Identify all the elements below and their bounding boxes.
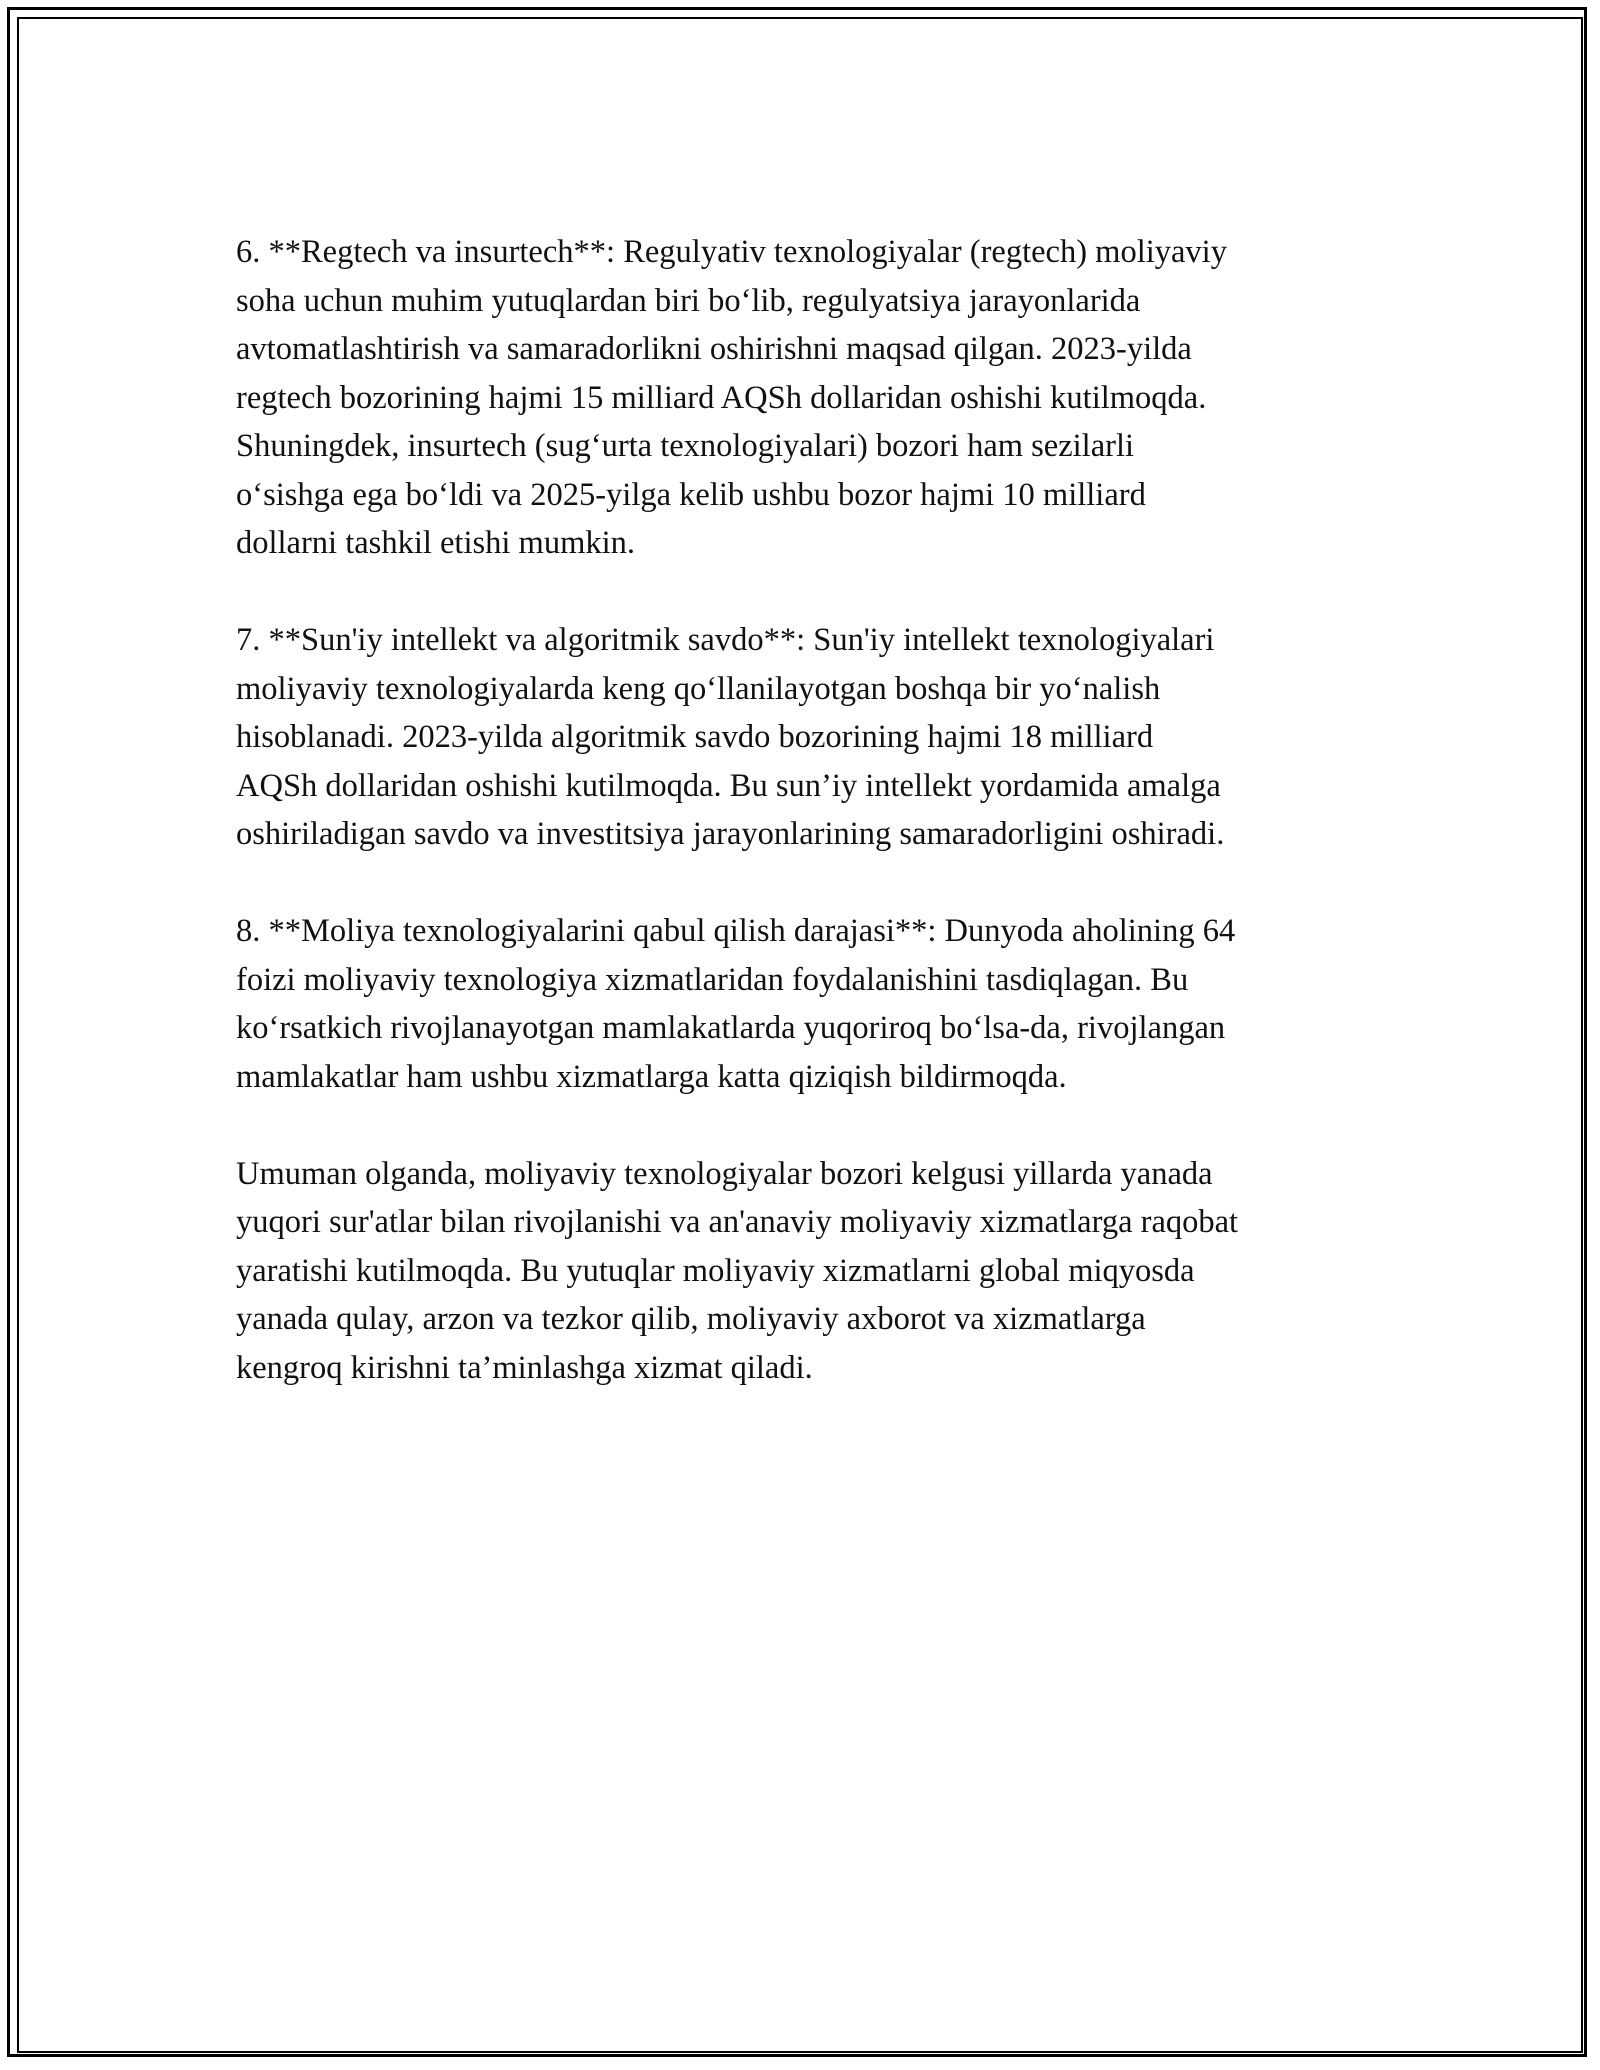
text-line: 8. **Moliya texnologiyalarini qabul qilish darajasi**: Dunyoda aholining 64 <box>236 913 1236 949</box>
paragraph-ai-algorithmic-trading <box>236 616 1376 859</box>
text-line: Umuman olganda, moliyaviy texnologiyalar bozori kelgusi yillarda yanada <box>236 1155 1213 1192</box>
text-line: yaratishi kutilmoqda. Bu yutuqlar moliyaviy xizmatlarni global miqyosda <box>236 1252 1195 1289</box>
text-line: AQSh dollaridan oshishi kutilmoqda. Bu sun’iy intellekt yordamida amalga <box>236 767 1221 804</box>
text-line: ko‘rsatkich rivojlanayotgan mamlakatlarda yuqoriroq bo‘lsa-da, rivojlangan <box>236 1010 1226 1046</box>
text-line: foizi moliyaviy texnologiya xizmatlaridan foydalanishini tasdiqlagan. Bu <box>236 961 1189 998</box>
paragraph-conclusion <box>236 1150 1376 1393</box>
text-line: Shuningdek, insurtech (sug‘urta texnologiyalari) bozori ham sezilarli <box>236 428 1135 464</box>
text-line: yuqori sur'atlar bilan rivojlanishi va an'anaviy moliyaviy xizmatlarga raqobat <box>236 1204 1239 1240</box>
text-line: mamlakatlar ham ushbu xizmatlarga katta qiziqish bildirmoqda. <box>236 1058 1067 1095</box>
paragraph-adoption-rate <box>236 907 1376 1101</box>
text-line: regtech bozorining hajmi 15 milliard AQSh dollaridan oshishi kutilmoqda. <box>236 379 1207 416</box>
paragraph-regtech-insurtech <box>236 228 1376 568</box>
text-line: o‘sishga ega bo‘ldi va 2025-yilga kelib ushbu bozor hajmi 10 milliard <box>236 476 1146 513</box>
text-line: 6. **Regtech va insurtech**: Regulyativ texnologiyalar (regtech) moliyaviy <box>236 234 1227 270</box>
text-line: hisoblanadi. 2023-yilda algoritmik savdo bozorining hajmi 18 milliard <box>236 719 1154 755</box>
text-line: oshiriladigan savdo va investitsiya jarayonlarining samaradorligini oshiradi. <box>236 816 1225 852</box>
text-line: yanada qulay, arzon va tezkor qilib, moliyaviy axborot va xizmatlarga <box>236 1301 1146 1337</box>
document-body <box>236 228 1376 1441</box>
text-line: soha uchun muhim yutuqlardan biri bo‘lib, regulyatsiya jarayonlarida <box>236 282 1141 319</box>
text-line: moliyaviy texnologiyalarda keng qo‘llanilayotgan boshqa bir yo‘nalish <box>236 670 1161 707</box>
text-line: kengroq kirishni ta’minlashga xizmat qiladi. <box>236 1349 813 1386</box>
text-line: avtomatlashtirish va samaradorlikni oshirishni maqsad qilgan. 2023-yilda <box>236 331 1192 367</box>
text-line: 7. **Sun'iy intellekt va algoritmik savdo**: Sun'iy intellekt texnologiyalari <box>236 622 1215 658</box>
text-line: dollarni tashkil etishi mumkin. <box>236 525 635 561</box>
